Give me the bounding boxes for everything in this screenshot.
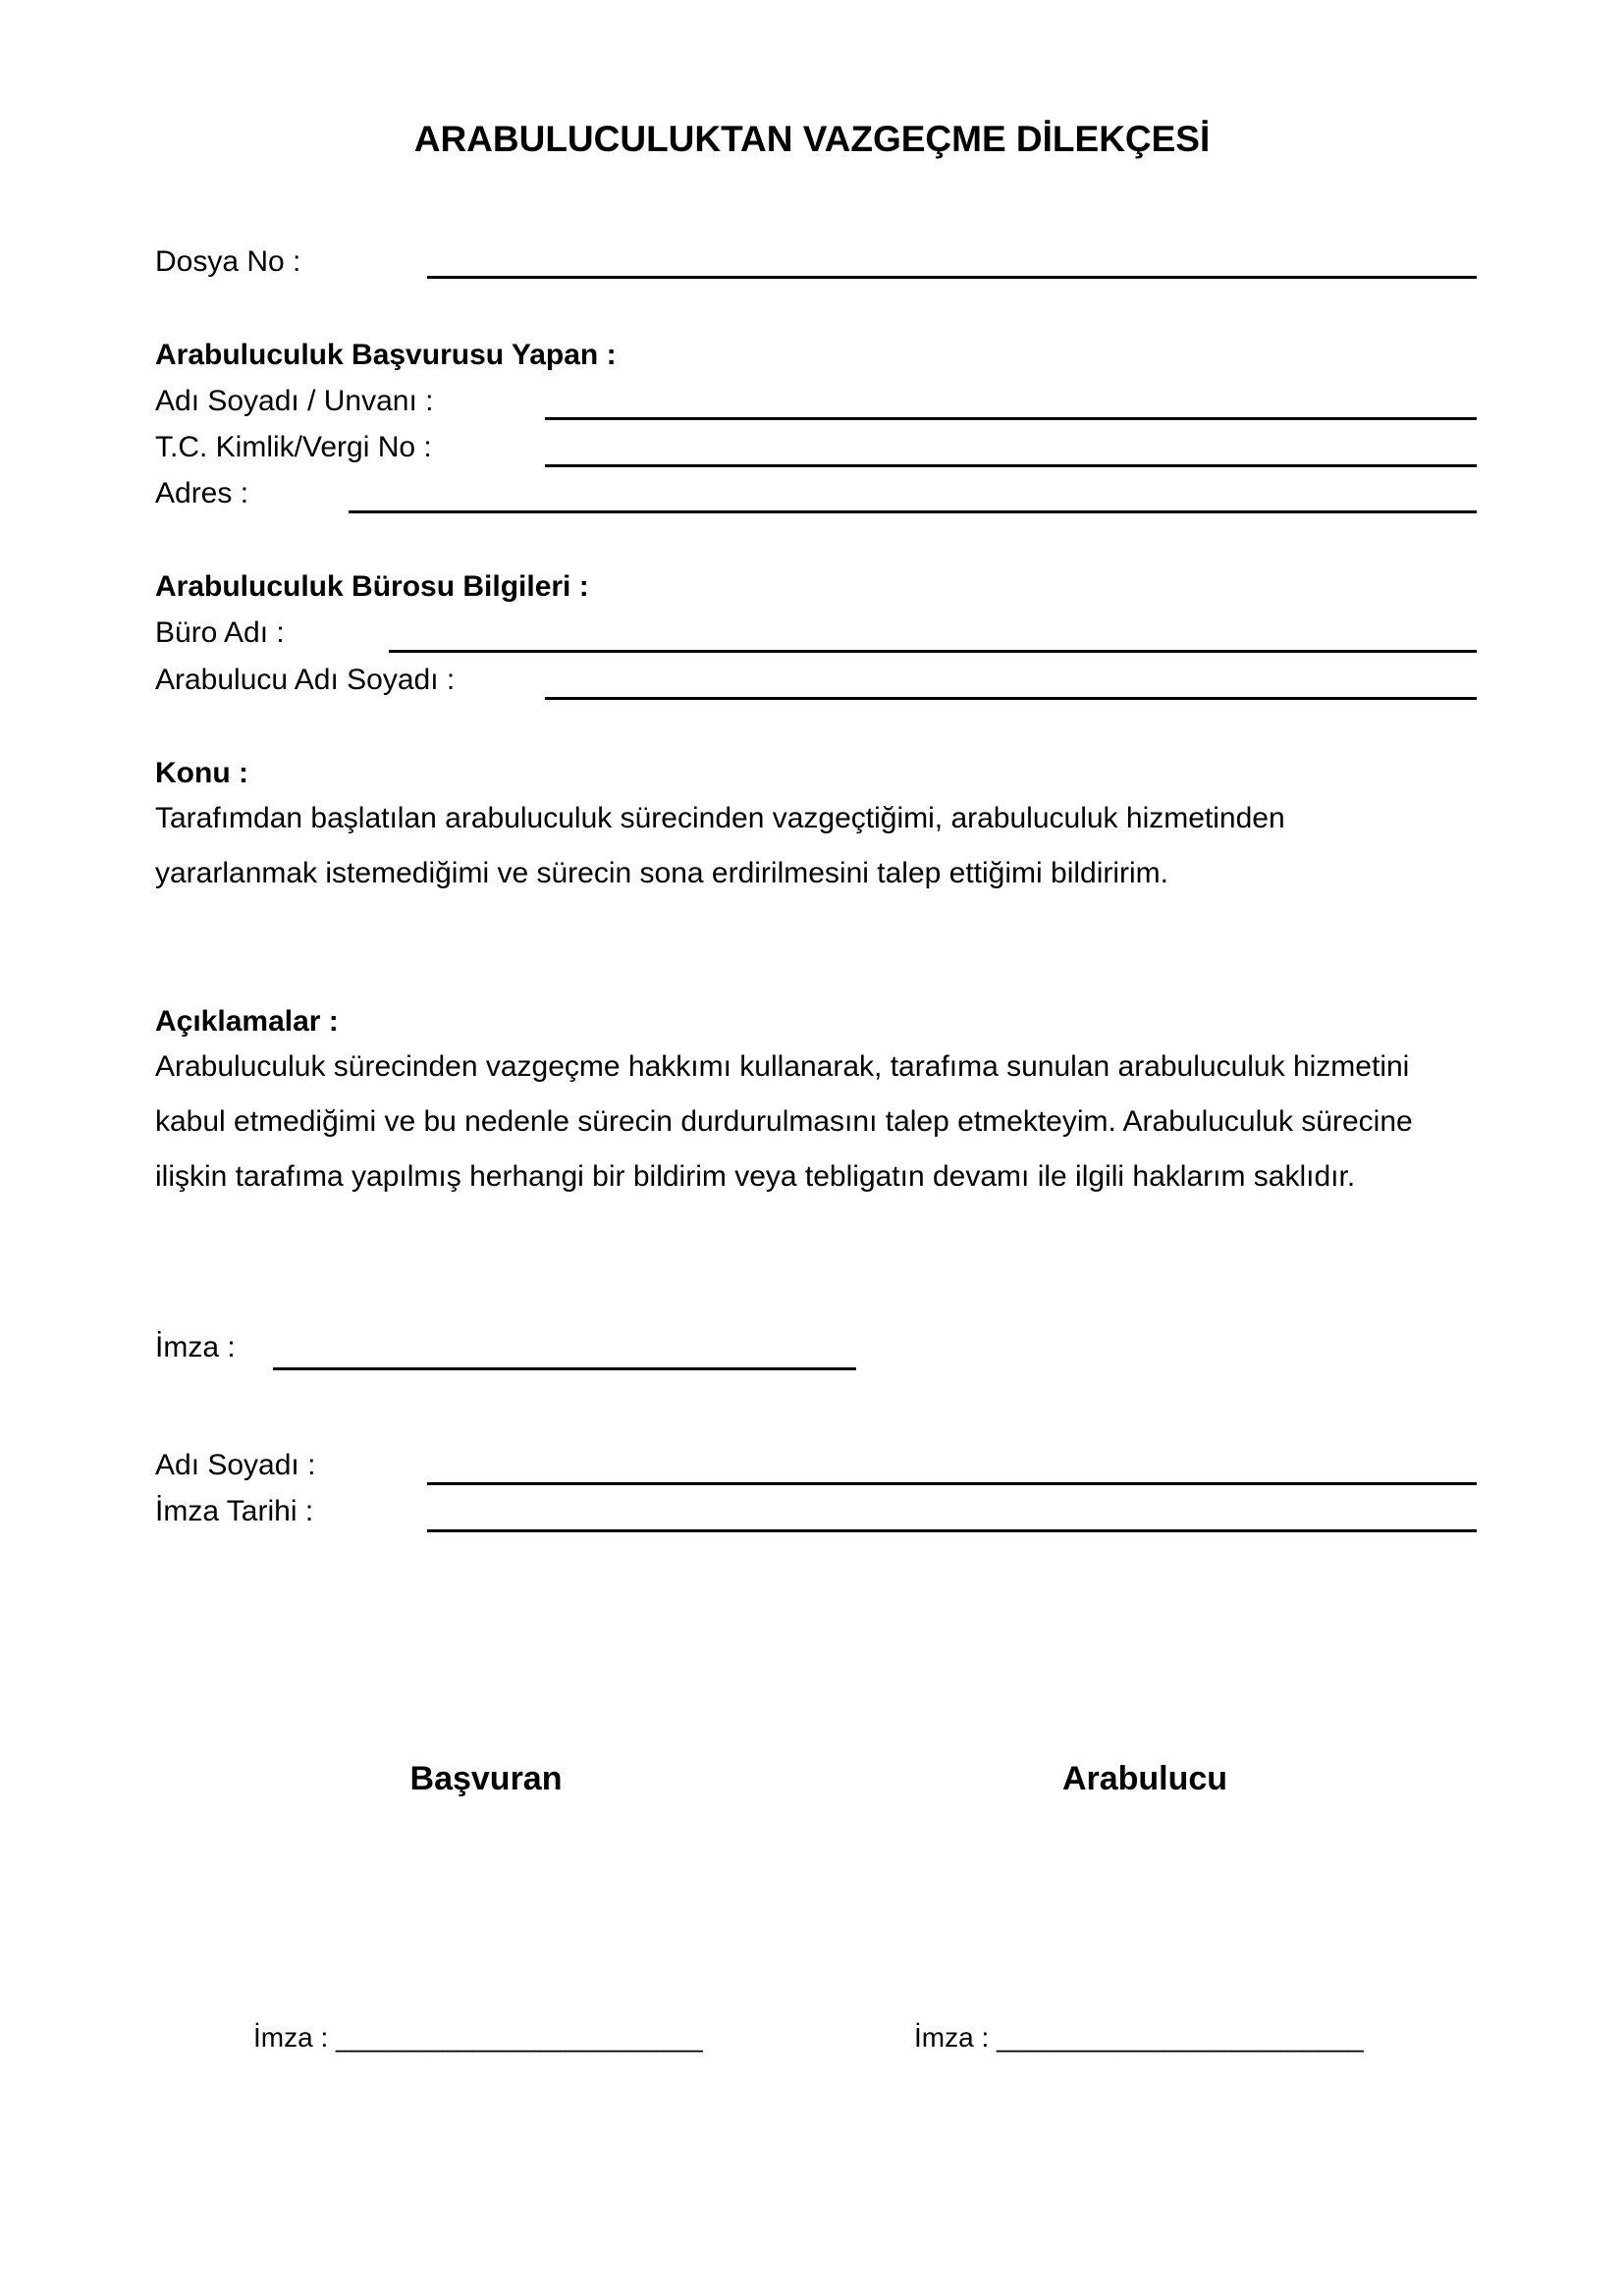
explanations-text [155,1040,1510,1204]
explanations-line: kabul etmediğimi ve bu nedenle sürecin durdurulmasını talep etmekteyim. Arabuluculuk sürecine [155,1105,1413,1138]
signature-field[interactable] [273,1367,856,1370]
dosya-no-label: Dosya No : [155,245,301,278]
office-name-field[interactable] [389,650,1477,653]
mediator-name-label: Arabulucu Adı Soyadı : [155,664,456,696]
mediator-column-heading: Arabulucu [1061,1760,1228,1797]
applicant-name-field[interactable] [545,417,1477,420]
applicant-id-label: T.C. Kimlik/Vergi No : [155,431,432,463]
explanations-heading: Açıklamalar : [155,1005,339,1038]
explanations-line: ilişkin tarafıma yapılmış herhangi bir bildirim veya tebligatın devamı ile ilgili haklarım saklıdır. [155,1160,1356,1193]
applicant-heading: Arabuluculuk Başvurusu Yapan : [155,339,617,371]
subject-text [155,791,1510,901]
signature-date-field[interactable] [427,1529,1477,1532]
office-heading: Arabuluculuk Bürosu Bilgileri : [155,570,589,603]
dosya-no-field[interactable] [427,276,1477,279]
signature-date-label: İmza Tarihi : [155,1495,314,1527]
office-name-label: Büro Adı : [155,616,285,649]
page-title: ARABULUCULUKTAN VAZGEÇME DİLEKÇESİ [413,119,1211,159]
mediator-signature-line[interactable]: İmza : ________________________ [914,2022,1364,2053]
applicant-address-field[interactable] [349,510,1477,513]
applicant-id-field[interactable] [545,464,1477,467]
applicant-column-heading: Başvuran [409,1760,563,1797]
subject-heading: Konu : [155,757,248,789]
subject-line: Tarafımdan başlatılan arabuluculuk sürecinden vazgeçtiğimi, arabuluculuk hizmetinden [155,802,1285,834]
applicant-address-label: Adres : [155,477,249,509]
applicant-signature-line[interactable]: İmza : ________________________ [253,2022,703,2053]
signer-name-field[interactable] [427,1482,1477,1485]
signer-name-label: Adı Soyadı : [155,1449,316,1481]
applicant-name-label: Adı Soyadı / Unvanı : [155,385,434,417]
subject-line: yararlanmak istemediğimi ve sürecin sona erdirilmesini talep ettiğimi bildiririm. [155,857,1169,889]
signature-label: İmza : [155,1331,236,1363]
mediator-name-field[interactable] [545,697,1477,700]
explanations-line: Arabuluculuk sürecinden vazgeçme hakkımı kullanarak, tarafıma sunulan arabuluculuk hizmetini [155,1050,1410,1083]
